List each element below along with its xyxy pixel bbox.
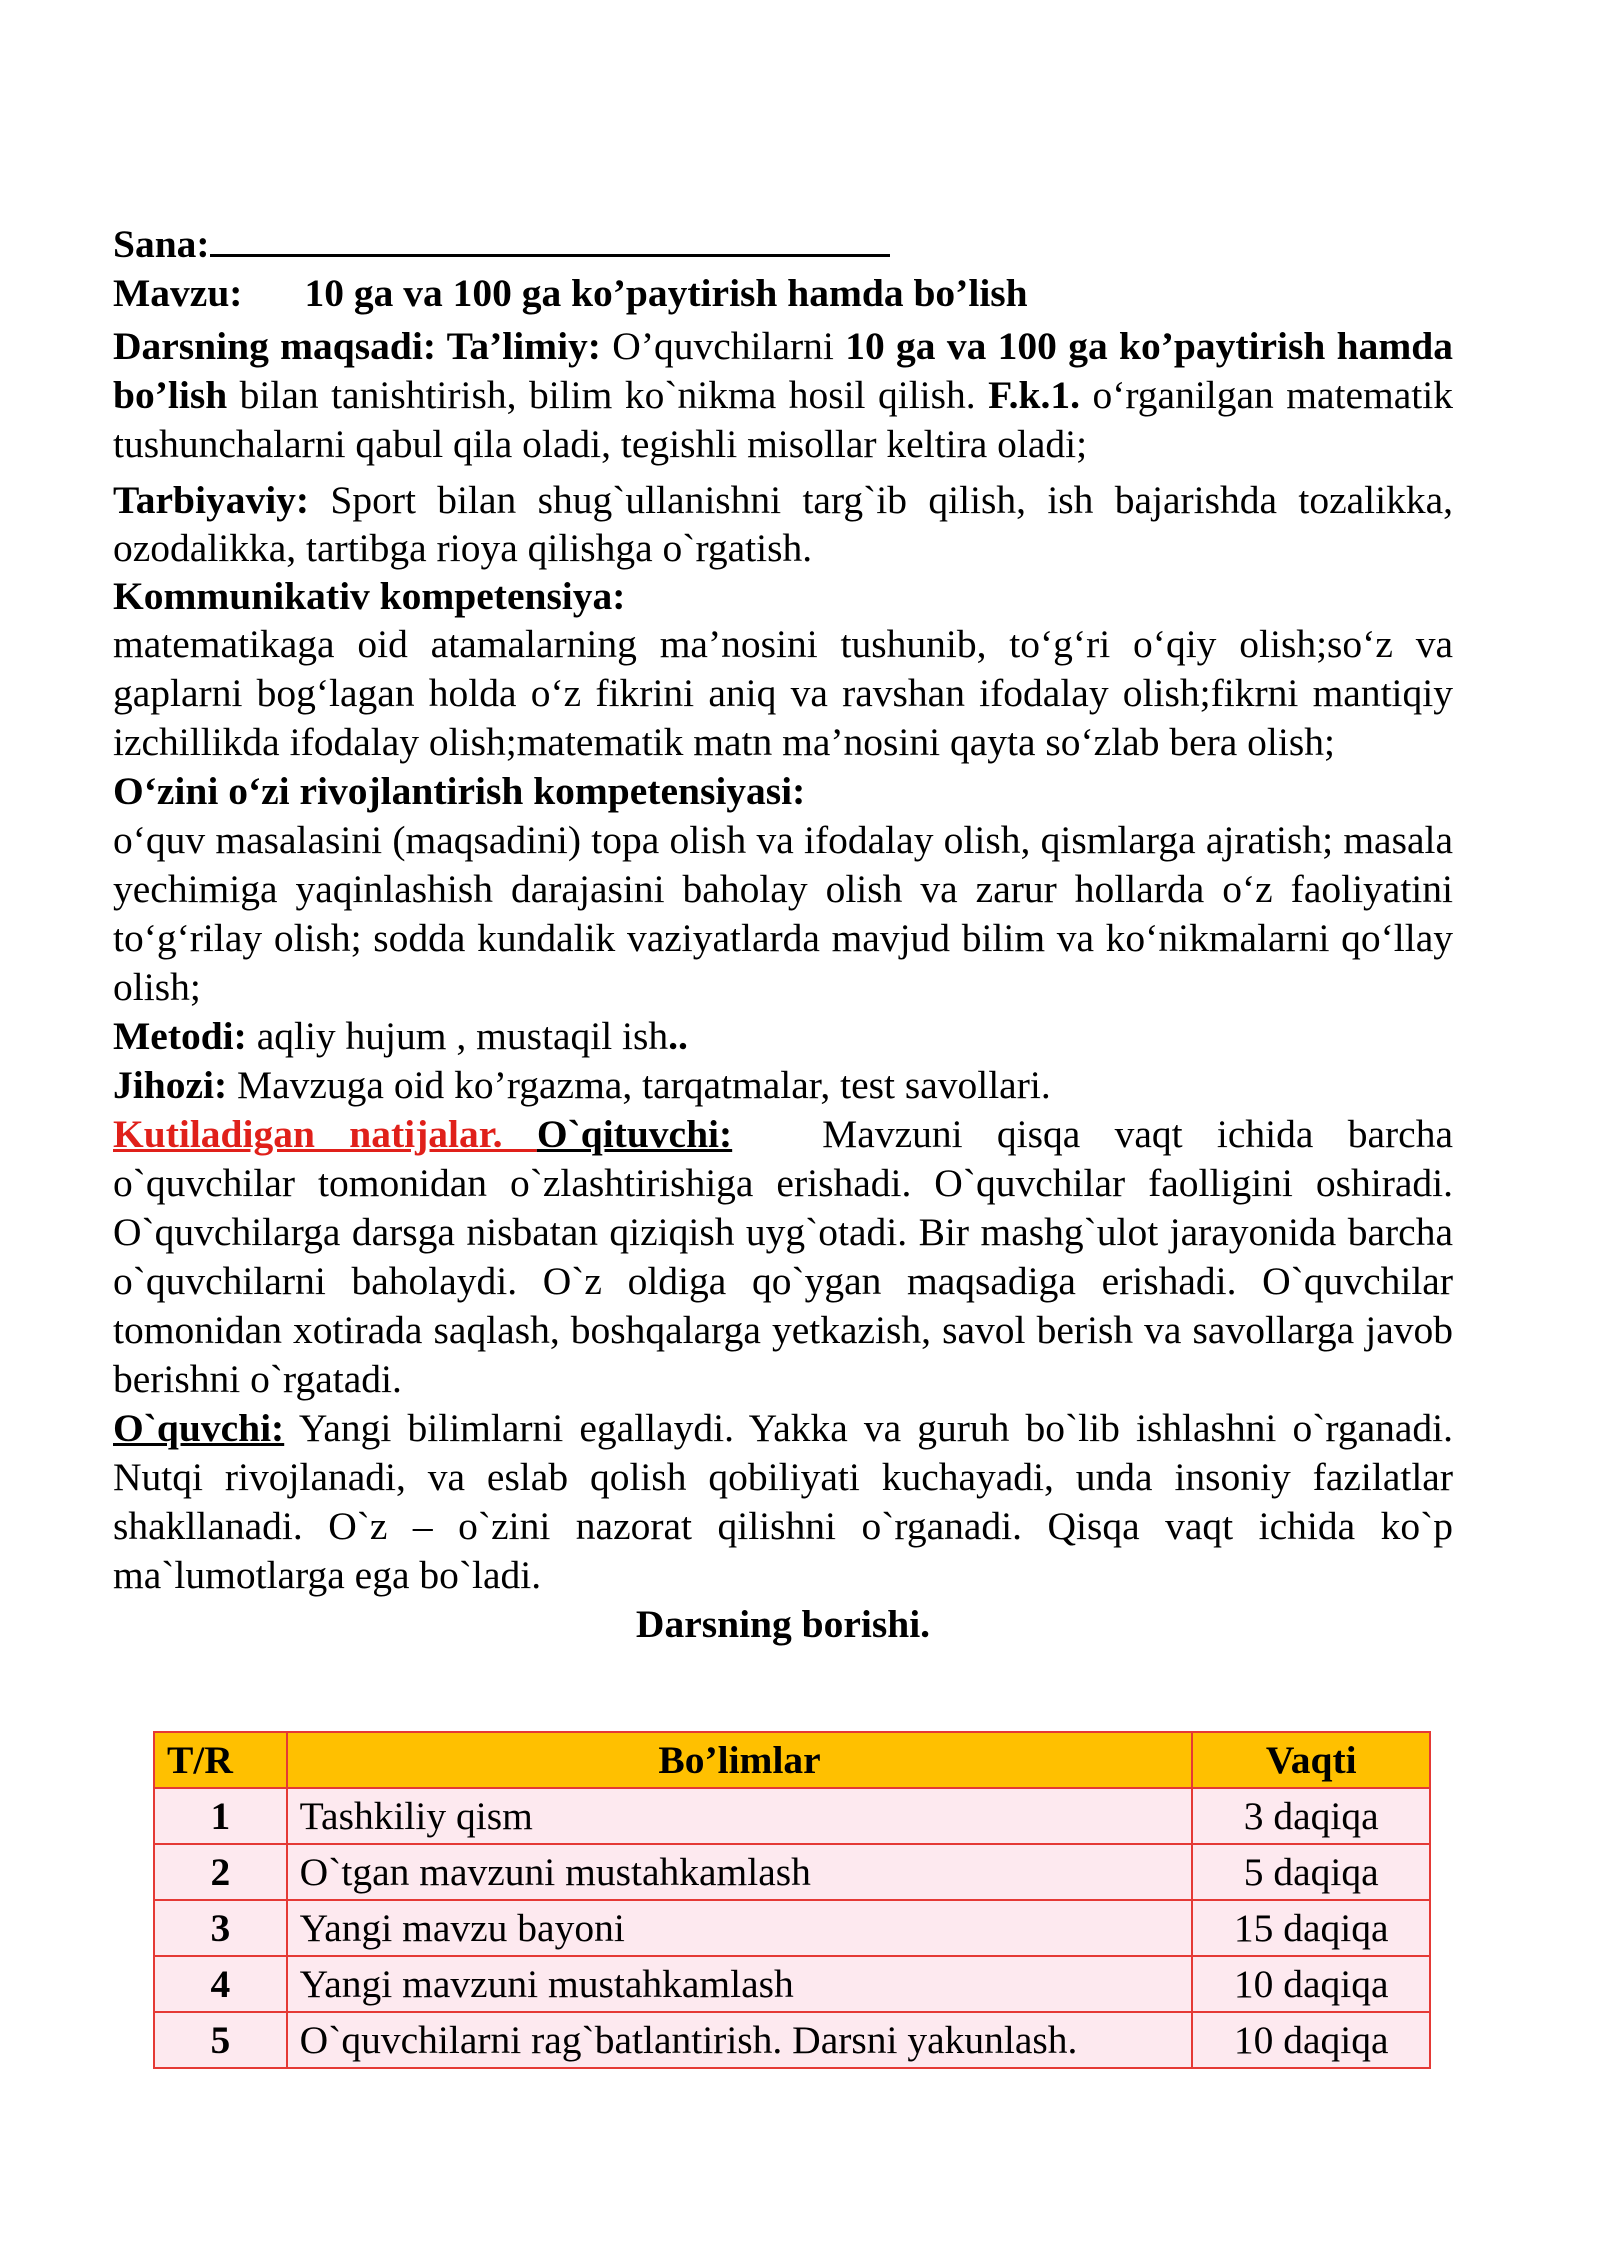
oquvchi-text: Yangi bilimlarni egallaydi. Yakka va guruh bo`lib ishlashni o`rganadi. Nutqi rivojlanadi, va eslab qolish qobiliyati kuchayadi, unda insoniy fazilatlar shakllanadi. O`z – o`zini nazorat qilishni o`rganadi. Qisqa vaqt ichida ko`p ma`lumotlarga ega bo`ladi. [113, 1406, 1453, 1598]
row-section: Tashkiliy qism [287, 1788, 1193, 1844]
row-section: O`tgan mavzuni mustahkamlash [287, 1844, 1193, 1900]
natijalar-label: Kutiladigan natijalar. [113, 1112, 537, 1157]
row-number: 5 [154, 2012, 287, 2068]
date-blank-underline [210, 218, 890, 257]
header-bolimlar: Bo’limlar [287, 1732, 1193, 1788]
maqsad-text-1: O’quvchilarni [600, 323, 846, 368]
jihozi-text: Mavzuga oid ko’rgazma, tarqatmalar, test savollari. [227, 1063, 1051, 1108]
row-number: 4 [154, 1956, 287, 2012]
sana-label: Sana: [113, 222, 210, 266]
tarbiyaviy-paragraph [113, 476, 1453, 572]
row-time: 10 daqiqa [1192, 1956, 1430, 2012]
maqsad-text-2: bilan tanishtirish, bilim ko`nikma hosil qilish. [227, 372, 989, 417]
row-time: 15 daqiqa [1192, 1900, 1430, 1956]
maqsad-bold-1: 10 ga va 100 ga ko’paytirish hamda bo’lish [113, 323, 1454, 417]
borishi-title: Darsning borishi. [635, 1602, 931, 1647]
row-time: 5 daqiqa [1192, 1844, 1430, 1900]
kommunikativ-text: matematikaga oid atamalarning ma’nosini tushunib, to‘g‘ri o‘qiy olish;so‘z va gaplarni bog‘lagan holda o‘z fikrini aniq va ravshan ifodalay olish;fikrni mantiqiy izchillikda ifodalay olish;matematik matn ma’nosini qayta so‘zlab bera olish; [113, 622, 1453, 765]
tarbiyaviy-label: Tarbiyaviy: [113, 478, 310, 523]
maqsad-bold-2: F.k.1. [988, 372, 1080, 417]
natijalar-oqituvchi-paragraph [113, 1110, 1453, 1404]
row-section: Yangi mavzu bayoni [287, 1900, 1193, 1956]
oqituvchi-text: Mavzuni qisqa vaqt ichida barcha o`quvchilar tomonidan o`zlashtirishiga erishadi. O`quvchilar faolligini oshiradi. O`quvchilarga darsga nisbatan qiziqish uyg`otadi. Bir mashg`ulot jarayonida barcha o`quvchilarni baholaydi. O`z oldiga qo`ygan maqsadiga erishadi. O`quvchilar tomonidan xotirada saqlash, boshqalarga yetkazish, savol berish va savollarga javob berishni o`rgatadi. [113, 1112, 1453, 1402]
table-row [154, 1788, 1430, 1844]
row-time: 10 daqiqa [1192, 2012, 1430, 2068]
table-row [154, 1900, 1430, 1956]
maqsad-paragraph [113, 322, 1453, 470]
row-number: 3 [154, 1900, 287, 1956]
mavzu-text: 10 ga va 100 ga ko’paytirish hamda bo’lish [304, 271, 1028, 316]
ozini-heading: O‘zini o‘zi rivojlantirish kompetensiyasi: [113, 769, 806, 814]
oqituvchi-label: O`qituvchi: [536, 1112, 733, 1157]
natijalar-oquvchi-paragraph [113, 1404, 1453, 1600]
mavzu-line [113, 269, 1453, 318]
row-number: 1 [154, 1788, 287, 1844]
table-row [154, 1844, 1430, 1900]
row-number: 2 [154, 1844, 287, 1900]
metodi-line [113, 1012, 1453, 1061]
lesson-schedule-table [153, 1731, 1431, 2069]
row-section: Yangi mavzuni mustahkamlash [287, 1956, 1193, 2012]
header-tr: T/R [154, 1732, 287, 1788]
maqsad-text-3: o‘rganilgan matematik tushunchalarni qabul qila oladi, tegishli misollar keltira oladi; [113, 372, 1453, 467]
mavzu-label: Mavzu: [113, 271, 243, 316]
table-row [154, 2012, 1430, 2068]
lesson-plan-text [113, 218, 1453, 1649]
maqsad-label: Darsning maqsadi: Ta’limiy: [113, 323, 601, 368]
metodi-label: Metodi: [113, 1014, 247, 1059]
row-time: 3 daqiqa [1192, 1788, 1430, 1844]
ozini-text: o‘quv masalasini (maqsadini) topa olish va ifodalay olish, qismlarga ajratish; masala yechimiga yaqinlashish darajasini baholay olish va zarur hollarda o‘z faoliyatini to‘g‘rilay olish; sodda kundalik vaziyatlarda mavjud bilim va ko‘nikmalarni qo‘llay olish; [113, 818, 1453, 1010]
kommunikativ-heading: Kommunikativ kompetensiya: [113, 574, 626, 619]
oquvchi-label: O`quvchi: [113, 1406, 285, 1451]
header-vaqti: Vaqti [1192, 1732, 1430, 1788]
jihozi-label: Jihozi: [113, 1063, 228, 1108]
tarbiyaviy-text: Sport bilan shug`ullanishni targ`ib qilish, ish bajarishda tozalikka, ozodalikka, tartibga rioya qilishga o`rgatish. [113, 478, 1453, 571]
table-header-row [154, 1732, 1430, 1788]
row-section: O`quvchilarni rag`batlantirish. Darsni yakunlash. [287, 2012, 1193, 2068]
metodi-text: aqliy hujum , mustaqil ish [246, 1014, 669, 1059]
jihozi-line [113, 1061, 1453, 1110]
table-row [154, 1956, 1430, 2012]
metodi-dots: .. [668, 1014, 688, 1059]
sana-line [113, 218, 1453, 269]
